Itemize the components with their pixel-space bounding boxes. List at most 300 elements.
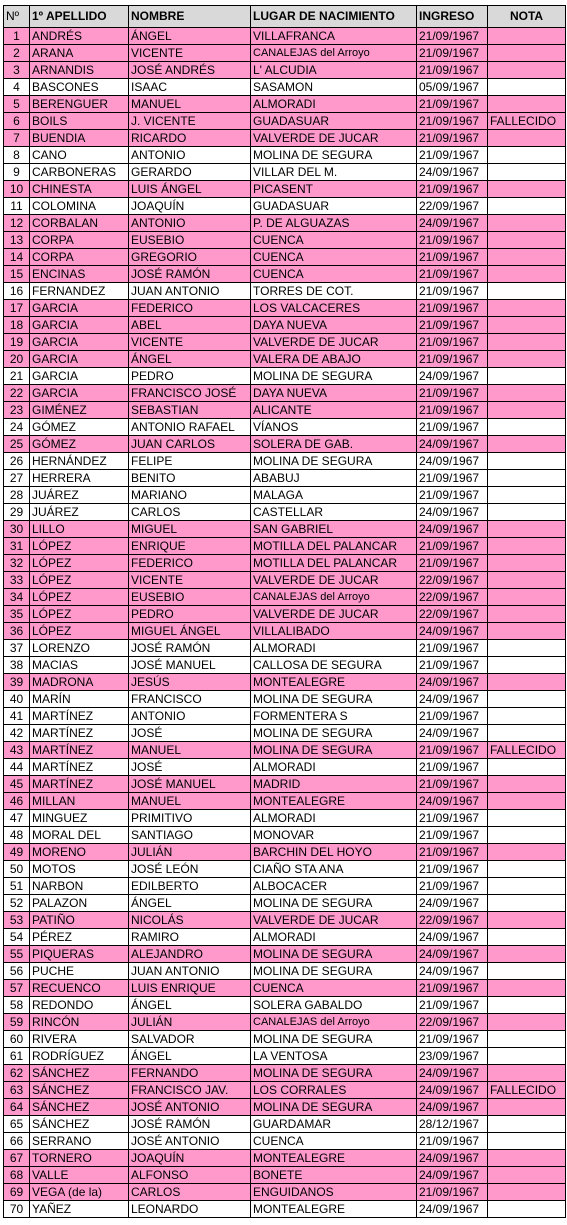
cell-ingreso: 21/09/1967 <box>417 844 488 861</box>
cell-ingreso: 21/09/1967 <box>417 317 488 334</box>
cell-num: 16 <box>4 283 30 300</box>
table-row <box>4 555 566 572</box>
cell-lugar: MOLINA DE SEGURA <box>251 147 417 164</box>
cell-num: 44 <box>4 759 30 776</box>
cell-nota <box>488 300 566 317</box>
cell-nombre: FERNANDO <box>129 1065 251 1082</box>
cell-apellido: BASCONES <box>30 79 129 96</box>
table-row <box>4 640 566 657</box>
cell-apellido: MADRONA <box>30 674 129 691</box>
table-row <box>4 1031 566 1048</box>
cell-nota <box>488 572 566 589</box>
table-row <box>4 453 566 470</box>
cell-num: 46 <box>4 793 30 810</box>
cell-num: 15 <box>4 266 30 283</box>
cell-nombre: MANUEL <box>129 742 251 759</box>
cell-nombre: GREGORIO <box>129 249 251 266</box>
cell-lugar: BONETE <box>251 1167 417 1184</box>
cell-nombre: EUSEBIO <box>129 232 251 249</box>
cell-num: 50 <box>4 861 30 878</box>
table-row <box>4 317 566 334</box>
cell-nombre: ISAAC <box>129 79 251 96</box>
header-nombre: NOMBRE <box>129 6 251 28</box>
cell-num: 25 <box>4 436 30 453</box>
cell-nota <box>488 487 566 504</box>
cell-nota <box>488 827 566 844</box>
cell-ingreso: 21/09/1967 <box>417 1031 488 1048</box>
cell-apellido: MARTÍNEZ <box>30 708 129 725</box>
table-row <box>4 725 566 742</box>
cell-num: 27 <box>4 470 30 487</box>
cell-ingreso: 24/09/1967 <box>417 436 488 453</box>
header-apellido: 1º APELLIDO <box>30 6 129 28</box>
cell-apellido: PUCHE <box>30 963 129 980</box>
table-row <box>4 1167 566 1184</box>
cell-apellido: PALAZON <box>30 895 129 912</box>
cell-num: 9 <box>4 164 30 181</box>
cell-nota <box>488 232 566 249</box>
cell-ingreso: 24/09/1967 <box>417 1082 488 1099</box>
cell-num: 41 <box>4 708 30 725</box>
cell-ingreso: 21/09/1967 <box>417 419 488 436</box>
table-row <box>4 776 566 793</box>
cell-nota <box>488 555 566 572</box>
cell-ingreso: 21/09/1967 <box>417 249 488 266</box>
cell-apellido: FERNANDEZ <box>30 283 129 300</box>
cell-ingreso: 24/09/1967 <box>417 674 488 691</box>
cell-apellido: ENCINAS <box>30 266 129 283</box>
cell-ingreso: 24/09/1967 <box>417 691 488 708</box>
cell-nota <box>488 725 566 742</box>
cell-nota <box>488 147 566 164</box>
cell-num: 68 <box>4 1167 30 1184</box>
cell-nombre: JULIÁN <box>129 1014 251 1031</box>
cell-nota <box>488 1201 566 1218</box>
table-row <box>4 1048 566 1065</box>
cell-nota <box>488 62 566 79</box>
cell-nombre: SANTIAGO <box>129 827 251 844</box>
cell-nota <box>488 164 566 181</box>
cell-num: 28 <box>4 487 30 504</box>
cell-apellido: CORPA <box>30 232 129 249</box>
table-row <box>4 1099 566 1116</box>
cell-apellido: ARNANDIS <box>30 62 129 79</box>
cell-ingreso: 05/09/1967 <box>417 79 488 96</box>
cell-ingreso: 21/09/1967 <box>417 283 488 300</box>
cell-apellido: LÓPEZ <box>30 538 129 555</box>
cell-num: 52 <box>4 895 30 912</box>
cell-ingreso: 21/09/1967 <box>417 147 488 164</box>
cell-apellido: GARCIA <box>30 334 129 351</box>
cell-nota <box>488 521 566 538</box>
cell-ingreso: 24/09/1967 <box>417 164 488 181</box>
table-row <box>4 470 566 487</box>
cell-lugar: MOLINA DE SEGURA <box>251 946 417 963</box>
cell-num: 7 <box>4 130 30 147</box>
cell-ingreso: 21/09/1967 <box>417 980 488 997</box>
cell-num: 67 <box>4 1150 30 1167</box>
table-row <box>4 181 566 198</box>
cell-apellido: MACIAS <box>30 657 129 674</box>
table-body <box>4 28 566 1218</box>
cell-lugar: MOLINA DE SEGURA <box>251 691 417 708</box>
cell-ingreso: 21/09/1967 <box>417 861 488 878</box>
table-row <box>4 708 566 725</box>
cell-lugar: VILLAR DEL M. <box>251 164 417 181</box>
cell-nombre: VICENTE <box>129 572 251 589</box>
cell-apellido: NARBON <box>30 878 129 895</box>
cell-ingreso: 21/09/1967 <box>417 300 488 317</box>
cell-nombre: FELIPE <box>129 453 251 470</box>
cell-nombre: GERARDO <box>129 164 251 181</box>
table-row <box>4 861 566 878</box>
table-row <box>4 1184 566 1201</box>
cell-nota <box>488 963 566 980</box>
cell-nota <box>488 249 566 266</box>
cell-nota <box>488 776 566 793</box>
cell-nombre: ENRIQUE <box>129 538 251 555</box>
table-row <box>4 810 566 827</box>
cell-nota <box>488 1048 566 1065</box>
cell-num: 8 <box>4 147 30 164</box>
cell-apellido: GÓMEZ <box>30 436 129 453</box>
cell-apellido: SÁNCHEZ <box>30 1099 129 1116</box>
cell-nombre: PRIMITIVO <box>129 810 251 827</box>
cell-nota <box>488 929 566 946</box>
header-row <box>4 6 566 28</box>
cell-ingreso: 21/09/1967 <box>417 776 488 793</box>
cell-nota <box>488 1031 566 1048</box>
table-row <box>4 657 566 674</box>
cell-num: 33 <box>4 572 30 589</box>
cell-num: 23 <box>4 402 30 419</box>
cell-num: 12 <box>4 215 30 232</box>
cell-nombre: JOAQUÍN <box>129 1150 251 1167</box>
table-row <box>4 1065 566 1082</box>
cell-nota <box>488 1099 566 1116</box>
cell-nota <box>488 912 566 929</box>
cell-lugar: ABABUJ <box>251 470 417 487</box>
cell-nota <box>488 691 566 708</box>
table-row <box>4 402 566 419</box>
cell-nota <box>488 130 566 147</box>
cell-nombre: JOSÉ RAMÓN <box>129 1116 251 1133</box>
cell-lugar: DAYA NUEVA <box>251 385 417 402</box>
cell-nombre: CARLOS <box>129 504 251 521</box>
cell-nombre: EUSEBIO <box>129 589 251 606</box>
cell-apellido: MARTÍNEZ <box>30 759 129 776</box>
cell-nota <box>488 759 566 776</box>
cell-apellido: MINGUEZ <box>30 810 129 827</box>
table-row <box>4 589 566 606</box>
cell-apellido: MORENO <box>30 844 129 861</box>
cell-ingreso: 21/09/1967 <box>417 1133 488 1150</box>
cell-nombre: ALEJANDRO <box>129 946 251 963</box>
table-row <box>4 147 566 164</box>
cell-nombre: JOSÉ <box>129 759 251 776</box>
cell-nombre: ÁNGEL <box>129 895 251 912</box>
cell-lugar: VÍANOS <box>251 419 417 436</box>
cell-num: 70 <box>4 1201 30 1218</box>
cell-nombre: JOSÉ <box>129 725 251 742</box>
cell-apellido: LÓPEZ <box>30 606 129 623</box>
cell-apellido: PÉREZ <box>30 929 129 946</box>
cell-nombre: MANUEL <box>129 793 251 810</box>
cell-apellido: RINCÓN <box>30 1014 129 1031</box>
table-row <box>4 878 566 895</box>
cell-apellido: MARTÍNEZ <box>30 725 129 742</box>
cell-lugar: ALMORADI <box>251 759 417 776</box>
cell-num: 59 <box>4 1014 30 1031</box>
cell-ingreso: 21/09/1967 <box>417 487 488 504</box>
cell-nota <box>488 878 566 895</box>
cell-nombre: LUIS ENRIQUE <box>129 980 251 997</box>
cell-nota <box>488 334 566 351</box>
cell-ingreso: 22/09/1967 <box>417 912 488 929</box>
cell-num: 1 <box>4 28 30 45</box>
cell-num: 5 <box>4 96 30 113</box>
table-row <box>4 130 566 147</box>
cell-ingreso: 21/09/1967 <box>417 130 488 147</box>
cell-ingreso: 21/09/1967 <box>417 334 488 351</box>
table-row <box>4 742 566 759</box>
cell-nota <box>488 317 566 334</box>
cell-num: 55 <box>4 946 30 963</box>
cell-num: 36 <box>4 623 30 640</box>
cell-num: 20 <box>4 351 30 368</box>
cell-num: 66 <box>4 1133 30 1150</box>
cell-num: 34 <box>4 589 30 606</box>
cell-lugar: MOLINA DE SEGURA <box>251 453 417 470</box>
cell-lugar: LOS CORRALES <box>251 1082 417 1099</box>
cell-nombre: VICENTE <box>129 334 251 351</box>
cell-lugar: MONOVAR <box>251 827 417 844</box>
cell-lugar: MOLINA DE SEGURA <box>251 368 417 385</box>
cell-lugar: MOLINA DE SEGURA <box>251 1065 417 1082</box>
cell-ingreso: 21/09/1967 <box>417 266 488 283</box>
cell-num: 37 <box>4 640 30 657</box>
cell-num: 24 <box>4 419 30 436</box>
table-row <box>4 62 566 79</box>
cell-ingreso: 24/09/1967 <box>417 1065 488 1082</box>
table-row <box>4 674 566 691</box>
cell-nombre: JOSÉ LEÓN <box>129 861 251 878</box>
cell-ingreso: 21/09/1967 <box>417 62 488 79</box>
cell-ingreso: 21/09/1967 <box>417 402 488 419</box>
cell-nombre: PEDRO <box>129 606 251 623</box>
cell-ingreso: 22/09/1967 <box>417 606 488 623</box>
cell-ingreso: 24/09/1967 <box>417 725 488 742</box>
cell-apellido: GARCIA <box>30 368 129 385</box>
cell-apellido: ARANA <box>30 45 129 62</box>
cell-num: 53 <box>4 912 30 929</box>
table-row <box>4 385 566 402</box>
cell-lugar: SOLERA GABALDO <box>251 997 417 1014</box>
cell-nota <box>488 45 566 62</box>
cell-lugar: MONTEALEGRE <box>251 793 417 810</box>
cell-lugar: ALMORADI <box>251 640 417 657</box>
table-row <box>4 827 566 844</box>
cell-nota <box>488 79 566 96</box>
cell-ingreso: 21/09/1967 <box>417 28 488 45</box>
cell-nota <box>488 1133 566 1150</box>
cell-ingreso: 22/09/1967 <box>417 589 488 606</box>
cell-ingreso: 24/09/1967 <box>417 1167 488 1184</box>
cell-nombre: ANTONIO RAFAEL <box>129 419 251 436</box>
cell-nombre: CARLOS <box>129 1184 251 1201</box>
cell-nota <box>488 283 566 300</box>
cell-nota <box>488 385 566 402</box>
cell-lugar: GUADASUAR <box>251 113 417 130</box>
cell-nota <box>488 419 566 436</box>
cell-nota <box>488 1184 566 1201</box>
cell-nota <box>488 946 566 963</box>
cell-num: 61 <box>4 1048 30 1065</box>
cell-nombre: SEBASTIAN <box>129 402 251 419</box>
cell-num: 32 <box>4 555 30 572</box>
table-row <box>4 28 566 45</box>
cell-ingreso: 21/09/1967 <box>417 810 488 827</box>
cell-apellido: MARTÍNEZ <box>30 742 129 759</box>
cell-num: 51 <box>4 878 30 895</box>
cell-apellido: VEGA (de la) <box>30 1184 129 1201</box>
cell-apellido: HERRERA <box>30 470 129 487</box>
cell-nombre: ÁNGEL <box>129 351 251 368</box>
cell-apellido: PIQUERAS <box>30 946 129 963</box>
cell-num: 39 <box>4 674 30 691</box>
cell-lugar: MONTEALEGRE <box>251 1201 417 1218</box>
cell-lugar: MONTEALEGRE <box>251 674 417 691</box>
table-row <box>4 504 566 521</box>
cell-ingreso: 24/09/1967 <box>417 368 488 385</box>
cell-lugar: GUADASUAR <box>251 198 417 215</box>
cell-nota <box>488 368 566 385</box>
table-row <box>4 997 566 1014</box>
cell-nota <box>488 589 566 606</box>
cell-apellido: MARTÍNEZ <box>30 776 129 793</box>
cell-lugar: MOLINA DE SEGURA <box>251 1099 417 1116</box>
cell-nombre: JUAN ANTONIO <box>129 283 251 300</box>
cell-nombre: JOSÉ ANDRÉS <box>129 62 251 79</box>
cell-nombre: JOAQUÍN <box>129 198 251 215</box>
cell-num: 21 <box>4 368 30 385</box>
cell-apellido: GARCIA <box>30 317 129 334</box>
cell-ingreso: 24/09/1967 <box>417 623 488 640</box>
table-row <box>4 844 566 861</box>
cell-nota <box>488 266 566 283</box>
cell-nombre: FRANCISCO <box>129 691 251 708</box>
cell-nota <box>488 28 566 45</box>
table-row <box>4 198 566 215</box>
cell-num: 45 <box>4 776 30 793</box>
roster-table <box>3 5 566 1218</box>
cell-nombre: ÁNGEL <box>129 28 251 45</box>
cell-apellido: GIMÉNEZ <box>30 402 129 419</box>
cell-num: 54 <box>4 929 30 946</box>
header-lugar: LUGAR DE NACIMIENTO <box>251 6 417 28</box>
cell-lugar: CUENCA <box>251 232 417 249</box>
cell-nombre: MIGUEL ÁNGEL <box>129 623 251 640</box>
cell-nombre: FRANCISCO JAV. <box>129 1082 251 1099</box>
cell-apellido: SÁNCHEZ <box>30 1065 129 1082</box>
cell-nota <box>488 844 566 861</box>
cell-apellido: LÓPEZ <box>30 572 129 589</box>
cell-num: 19 <box>4 334 30 351</box>
cell-nombre: MIGUEL <box>129 521 251 538</box>
table-row <box>4 334 566 351</box>
table-row <box>4 1133 566 1150</box>
table-row <box>4 946 566 963</box>
cell-nota <box>488 538 566 555</box>
table-row <box>4 793 566 810</box>
cell-nota <box>488 1014 566 1031</box>
cell-apellido: GARCIA <box>30 300 129 317</box>
cell-apellido: JUÁREZ <box>30 504 129 521</box>
cell-nombre: EDILBERTO <box>129 878 251 895</box>
cell-nombre: ÁNGEL <box>129 1048 251 1065</box>
cell-num: 2 <box>4 45 30 62</box>
cell-num: 57 <box>4 980 30 997</box>
table-row <box>4 1082 566 1099</box>
cell-nombre: MARIANO <box>129 487 251 504</box>
table-row <box>4 963 566 980</box>
cell-lugar: VALVERDE DE JUCAR <box>251 334 417 351</box>
cell-nota <box>488 215 566 232</box>
cell-nota <box>488 861 566 878</box>
cell-num: 65 <box>4 1116 30 1133</box>
cell-lugar: SASAMON <box>251 79 417 96</box>
table-row <box>4 368 566 385</box>
cell-lugar: SAN GABRIEL <box>251 521 417 538</box>
cell-nombre: JULIÁN <box>129 844 251 861</box>
cell-apellido: REDONDO <box>30 997 129 1014</box>
cell-nombre: ABEL <box>129 317 251 334</box>
cell-ingreso: 21/09/1967 <box>417 113 488 130</box>
cell-ingreso: 21/09/1967 <box>417 555 488 572</box>
table-row <box>4 232 566 249</box>
cell-num: 31 <box>4 538 30 555</box>
cell-ingreso: 22/09/1967 <box>417 572 488 589</box>
cell-apellido: RECUENCO <box>30 980 129 997</box>
cell-num: 38 <box>4 657 30 674</box>
cell-ingreso: 21/09/1967 <box>417 657 488 674</box>
cell-ingreso: 21/09/1967 <box>417 878 488 895</box>
table-row <box>4 113 566 130</box>
cell-lugar: CUENCA <box>251 1133 417 1150</box>
cell-ingreso: 22/09/1967 <box>417 1014 488 1031</box>
cell-apellido: SERRANO <box>30 1133 129 1150</box>
cell-nota <box>488 980 566 997</box>
cell-ingreso: 21/09/1967 <box>417 470 488 487</box>
cell-num: 47 <box>4 810 30 827</box>
table-row <box>4 572 566 589</box>
cell-nota <box>488 402 566 419</box>
cell-lugar: FORMENTERA S <box>251 708 417 725</box>
cell-nombre: RAMIRO <box>129 929 251 946</box>
cell-ingreso: 24/09/1967 <box>417 895 488 912</box>
cell-lugar: CANALEJAS del Arroyo <box>251 45 417 62</box>
cell-lugar: VALVERDE DE JUCAR <box>251 912 417 929</box>
cell-nombre: JOSÉ RAMÓN <box>129 640 251 657</box>
cell-ingreso: 24/09/1967 <box>417 453 488 470</box>
cell-ingreso: 21/09/1967 <box>417 997 488 1014</box>
cell-nombre: JOSÉ ANTONIO <box>129 1133 251 1150</box>
cell-ingreso: 28/12/1967 <box>417 1116 488 1133</box>
cell-nombre: ANTONIO <box>129 708 251 725</box>
cell-apellido: MOTOS <box>30 861 129 878</box>
table-row <box>4 419 566 436</box>
cell-num: 22 <box>4 385 30 402</box>
